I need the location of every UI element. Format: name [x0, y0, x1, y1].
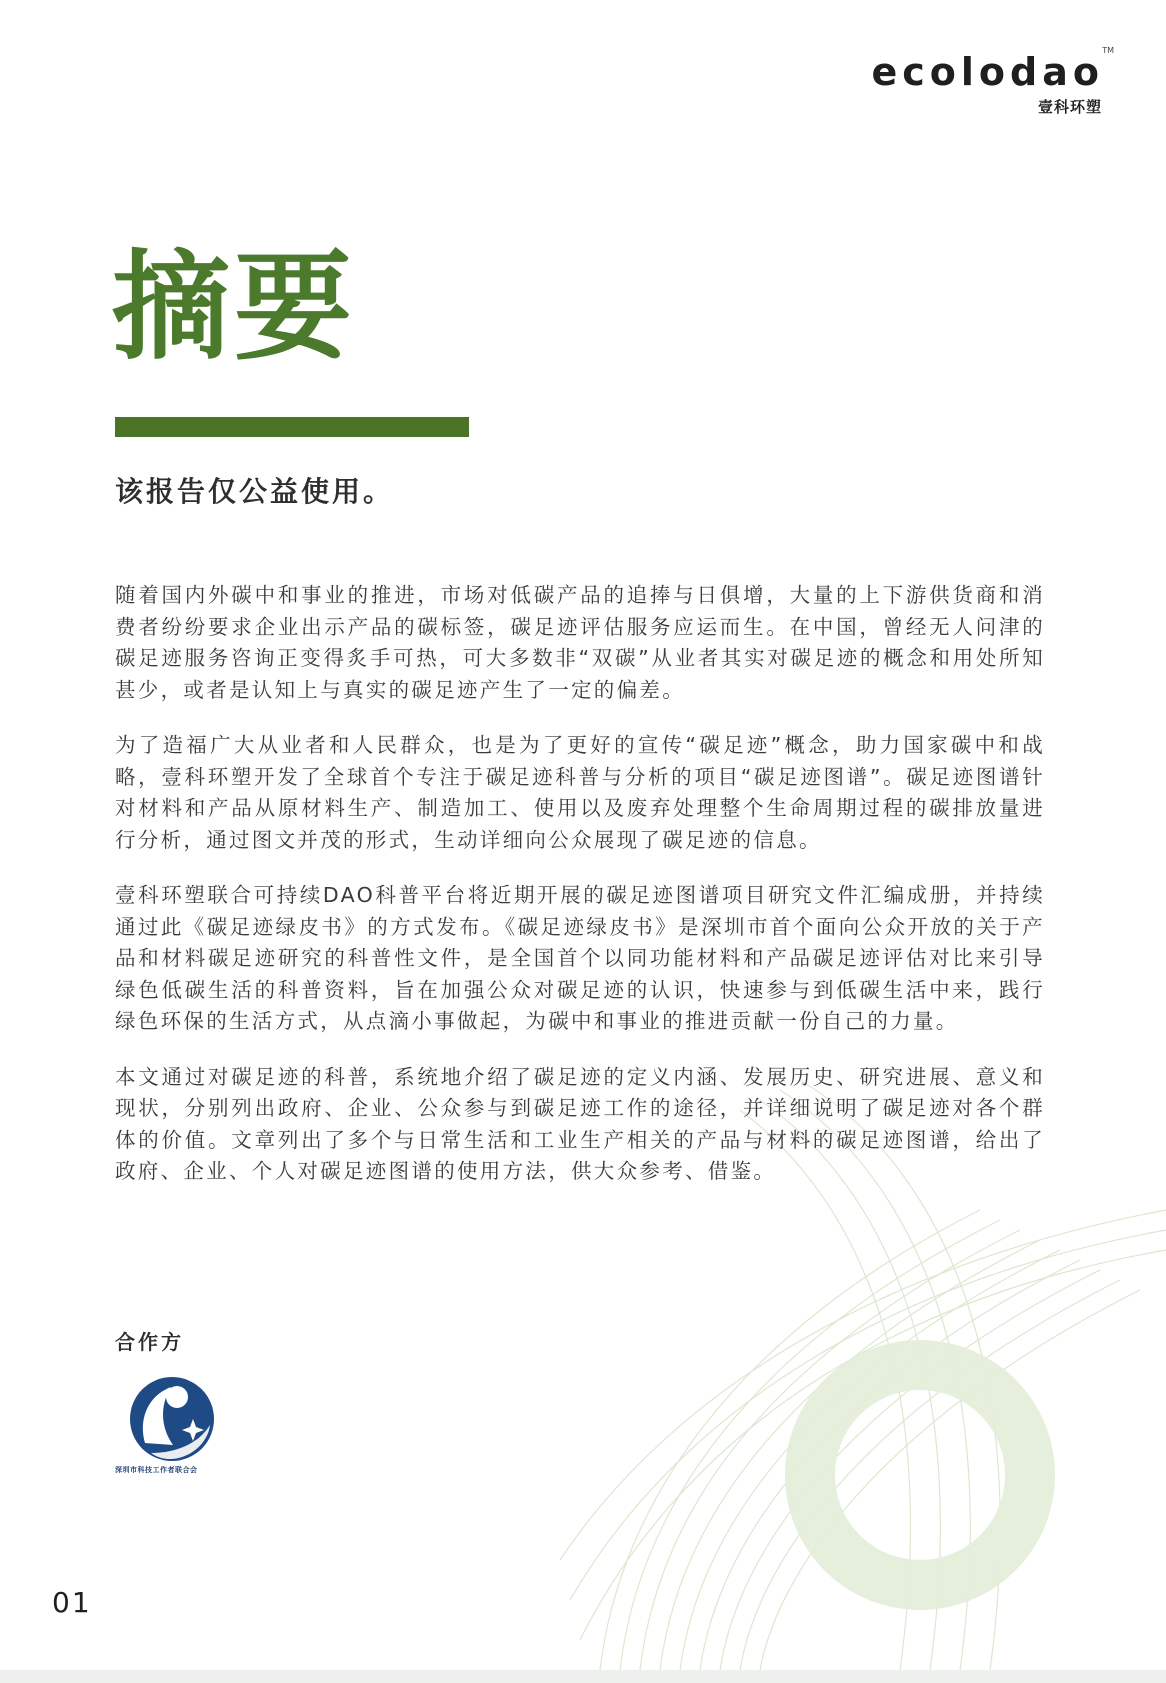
paragraph-4: 本文通过对碳足迹的科普，系统地介绍了碳足迹的定义内涵、发展历史、研究进展、意义和现状，分别列出政府、企业、公众参与到碳足迹工作的途径，并详细说明了碳足迹对各个群体的价值。文章列出了多个与日常生活和工业生产相关的产品与材料的碳足迹图谱，给出了政府、企业、个人对碳足迹图谱的使用方法，供大众参考、借鉴。: [115, 1064, 1045, 1183]
partner-org-name: 深圳市科技工作者联合会: [115, 1466, 198, 1474]
brand-chinese-name: 壹科环塑: [1037, 98, 1102, 116]
paragraph-2: 为了造福广大从业者和人民群众，也是为了更好的宣传“碳足迹”概念，助力国家碳中和战略，壹科环塑开发了全球首个专注于碳足迹科普与分析的项目“碳足迹图谱”。碳足迹图谱针对材料和产品从原材料生产、制造加工、使用以及废弃处理整个生命周期过程的碳排放量进行分析，通过图文并茂的形式，生动详细向公众展现了碳足迹的信息。: [115, 733, 1045, 852]
page-title: 摘要: [112, 237, 357, 376]
paragraph-1: 随着国内外碳中和事业的推进，市场对低碳产品的追捧与日俱增，大量的上下游供货商和消费者纷纷要求企业出示产品的碳标签，碳足迹评估服务应运而生。在中国，曾经无人问津的碳足迹服务咨询正变得炙手可热，可大多数非“双碳”从业者其实对碳足迹的概念和用处所知甚少，或者是认知上与真实的碳足迹产生了一定的偏差。: [115, 583, 1045, 702]
partner-label: 合作方: [115, 1330, 184, 1354]
abstract-body: [115, 580, 1045, 1212]
page-bottom-band: [0, 1670, 1166, 1683]
paragraph-3: 壹科环塑联合可持续DAO科普平台将近期开展的碳足迹图谱项目研究文件汇编成册，并持续通过此《碳足迹绿皮书》的方式发布。《碳足迹绿皮书》是深圳市首个面向公众开放的关于产品和材料碳足迹研究的科普性文件，是全国首个以同功能材料和产品碳足迹评估对比来引导绿色低碳生活的科普资料，旨在加强公众对碳足迹的认识，快速参与到低碳生活中来，践行绿色环保的生活方式，从点滴小事做起，为碳中和事业的推进贡献一份自己的力量。: [115, 883, 1045, 1033]
brand-wordmark: ecolodao: [871, 50, 1104, 94]
trademark-mark: TM: [1102, 46, 1114, 55]
partner-emblem-icon: [115, 1373, 230, 1478]
usage-notice: 该报告仅公益使用。: [115, 475, 395, 508]
brand-logo: [871, 44, 1114, 116]
page-number: 01: [52, 1586, 92, 1619]
title-underline-bar: [115, 417, 469, 437]
